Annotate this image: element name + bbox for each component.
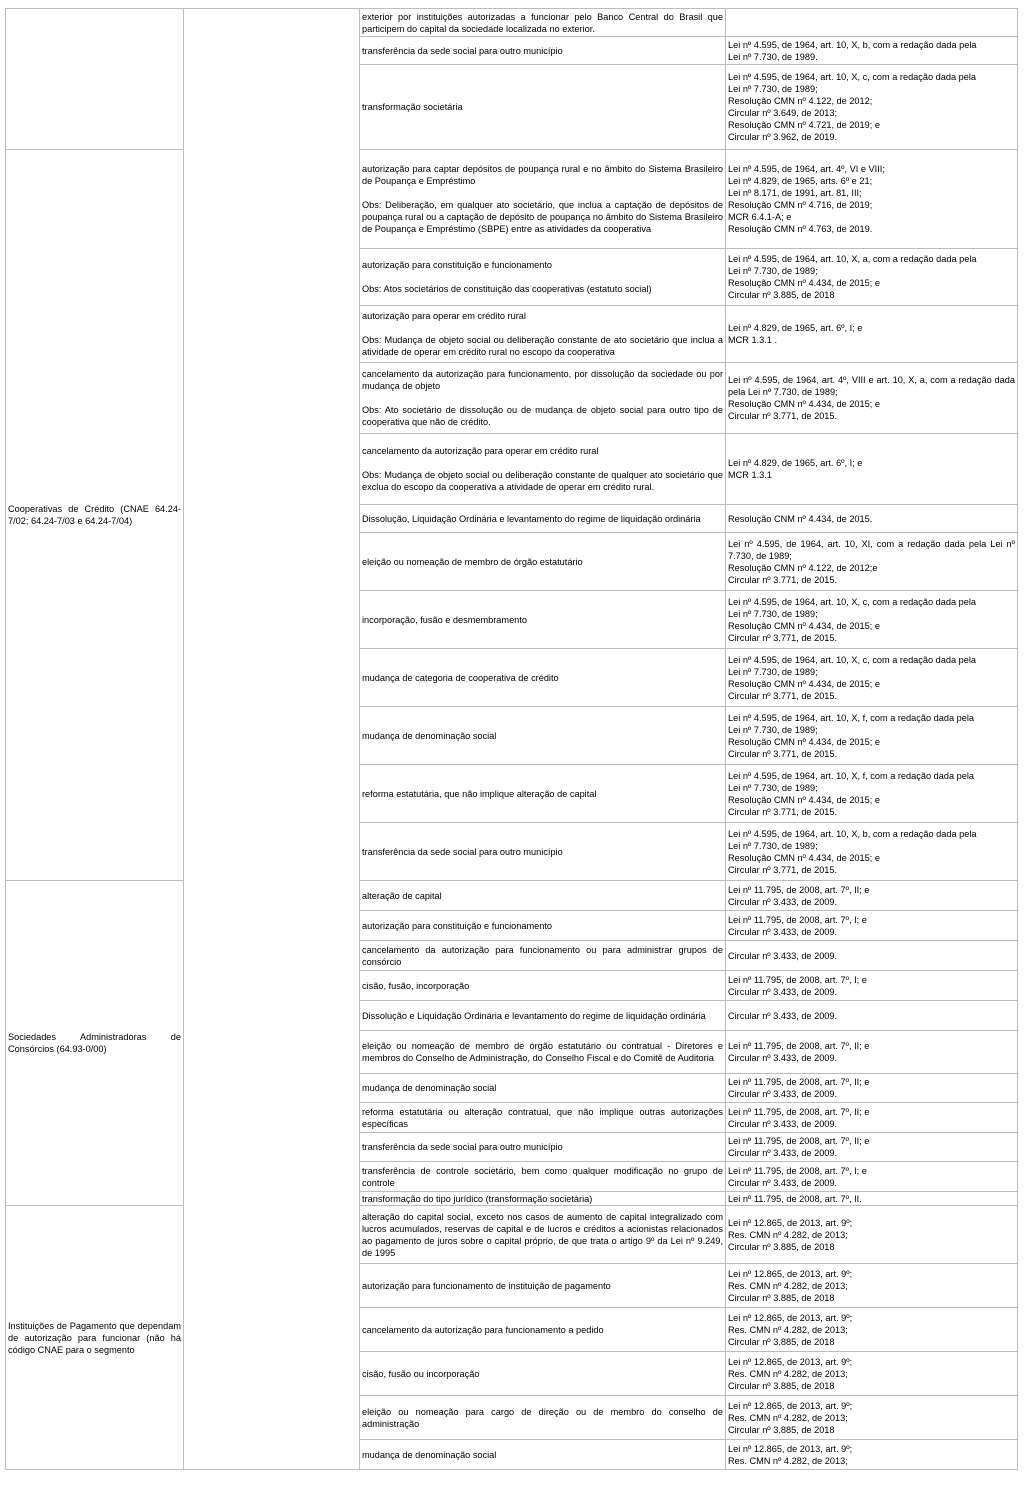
- legal-basis-cell: [726, 65, 1018, 150]
- legal-reference: Res. CMN nº 4.282, de 2013;: [728, 1229, 848, 1240]
- legal-basis-cell: [726, 150, 1018, 249]
- legal-basis-cell: [726, 911, 1018, 941]
- legal-reference: Circular nº 3.885, de 2018: [728, 1424, 835, 1435]
- legal-basis-cell: [726, 306, 1018, 363]
- legal-reference: Lei nº 12.865, de 2013, art. 9º;: [728, 1312, 853, 1323]
- table-row: [6, 9, 1018, 37]
- act-text: mudança de denominação social: [362, 1449, 497, 1460]
- legal-reference: Lei nº 11.795, de 2008, art. 7º, II.: [728, 1193, 862, 1204]
- act-cell: [360, 1396, 726, 1440]
- legal-reference: Lei nº 4.595, de 1964, art. 10, X, b, com a redação dada pela: [728, 828, 977, 839]
- legal-reference: Circular nº 3.433, de 2009.: [728, 1089, 838, 1099]
- act-text: [362, 271, 723, 283]
- legal-basis-cell: [726, 9, 1018, 37]
- legal-reference: Res. CMN nº 4.282, de 2013;: [728, 1324, 848, 1335]
- act-cell: [360, 1031, 726, 1074]
- legal-basis-cell: [726, 649, 1018, 707]
- legal-reference: Circular nº 3.885, de 2018: [728, 290, 835, 300]
- act-cell: [360, 1352, 726, 1396]
- legal-basis-cell: [726, 533, 1018, 591]
- act-cell: [360, 707, 726, 765]
- act-text: reforma estatutária, que não implique alteração de capital: [362, 788, 597, 799]
- legal-reference: Resolução CMN nº 4.721, de 2019; e: [728, 120, 880, 130]
- legal-reference: Circular nº 3.433, de 2009.: [728, 896, 838, 907]
- legal-basis-cell: [726, 1103, 1018, 1133]
- legal-reference: Lei nº 11.795, de 2008, art. 7º, II; e: [728, 884, 870, 895]
- legal-reference: Lei nº 4.595, de 1964, art. 10, X, f, com a redação dada pela: [728, 770, 974, 781]
- legal-reference: Lei nº 7.730, de 1989;: [728, 782, 818, 793]
- legal-reference: Lei nº 8.171, de 1991, art. 81, III;: [728, 188, 862, 198]
- legal-reference: Lei nº 4.829, de 1965, art. 6º, I; e: [728, 323, 863, 333]
- act-text: cancelamento da autorização para operar em crédito rural: [362, 446, 599, 456]
- legal-reference: Lei nº 7.730, de 1989;: [728, 840, 818, 851]
- table-row: [6, 1206, 1018, 1264]
- legal-reference: Lei nº 11.795, de 2008, art. 7º, I; e: [728, 914, 867, 925]
- act-text: autorização para funcionamento de instituição de pagamento: [362, 1280, 611, 1291]
- act-text: reforma estatutária ou alteração contratual, que não implique outras autorizações específicas: [362, 1106, 723, 1129]
- act-cell: [360, 1133, 726, 1162]
- legal-reference: Resolução CMN nº 4.434, de 2015; e: [728, 736, 880, 747]
- legal-reference: Res. CMN nº 4.282, de 2013;: [728, 1368, 848, 1379]
- legal-reference: Resolução CMN nº 4.122, de 2012;e: [728, 562, 878, 573]
- legal-basis-cell: [726, 765, 1018, 823]
- legal-reference: Circular nº 3.771, de 2015.: [728, 806, 838, 817]
- act-cell: [360, 1074, 726, 1103]
- legal-reference: Res. CMN nº 4.282, de 2013;: [728, 1455, 848, 1466]
- act-cell: [360, 150, 726, 249]
- act-text: Dissolução e Liquidação Ordinária e levantamento do regime de liquidação ordinária: [362, 1010, 706, 1021]
- legal-reference: Resolução CMN nº 4.763, de 2019.: [728, 224, 873, 234]
- legal-basis-cell: [726, 1031, 1018, 1074]
- act-text: cancelamento da autorização para funcionamento, por dissolução da sociedade ou por mudança de objeto: [362, 369, 723, 391]
- legal-basis-cell: [726, 1133, 1018, 1162]
- table-row: [6, 881, 1018, 911]
- act-text: [362, 392, 723, 404]
- legal-basis-cell: [726, 881, 1018, 911]
- legal-basis-cell: [726, 941, 1018, 971]
- legal-reference: Circular nº 3.962, de 2019.: [728, 132, 838, 142]
- legal-reference: Circular nº 3.771, de 2015.: [728, 748, 838, 759]
- legal-reference: Lei nº 12.865, de 2013, art. 9º;: [728, 1443, 853, 1454]
- legal-reference: Circular nº 3.649, de 2013;: [728, 108, 838, 118]
- act-cell: [360, 1103, 726, 1133]
- legal-reference: Lei nº 4.829, de 1965, art. 6º, I; e: [728, 458, 863, 468]
- legal-basis-cell: [726, 1396, 1018, 1440]
- act-text: cisão, fusão ou incorporação: [362, 1368, 480, 1379]
- legal-reference: Circular nº 3.771, de 2015.: [728, 411, 838, 421]
- legal-basis-cell: [726, 363, 1018, 434]
- legal-reference: Resolução CNM nº 4.434, de 2015.: [728, 513, 873, 524]
- act-text: eleição ou nomeação de membro de órgão estatutário: [362, 556, 583, 567]
- legal-reference: Lei nº 11.795, de 2008, art. 7º, II; e: [728, 1041, 870, 1051]
- legal-reference: Lei nº 4.595, de 1964, art. 10, X, b, com a redação dada pela: [728, 39, 977, 50]
- act-text: alteração de capital: [362, 890, 442, 901]
- legal-basis-cell: [726, 1308, 1018, 1352]
- act-cell: [360, 37, 726, 65]
- act-cell: [360, 249, 726, 306]
- legal-reference: Circular nº 3.433, de 2009.: [728, 986, 838, 997]
- legal-reference: Lei nº 4.595, de 1964, art. 4º, VIII e art. 10, X, a, com a redação dada pela Lei nº 7.730, de 1989;: [728, 375, 1015, 397]
- act-text: mudança de denominação social: [362, 730, 497, 741]
- empty-column-cell: [184, 9, 360, 1470]
- legal-reference: Lei nº 12.865, de 2013, art. 9º;: [728, 1268, 853, 1279]
- legal-reference: Circular nº 3.771, de 2015.: [728, 574, 838, 585]
- legal-reference: Lei nº 4.595, de 1964, art. 10, X, c, com a redação dada pela: [728, 72, 977, 82]
- category-cell: [6, 881, 184, 1206]
- act-cell: [360, 9, 726, 37]
- act-text: cancelamento da autorização para funcionamento ou para administrar grupos de consórcio: [362, 944, 723, 967]
- act-cell: [360, 911, 726, 941]
- act-cell: [360, 363, 726, 434]
- act-text: eleição ou nomeação para cargo de direção ou de membro do conselho de administração: [362, 1406, 723, 1429]
- legal-reference: Lei nº 7.730, de 1989;: [728, 84, 818, 94]
- legal-reference: Resolução CMN nº 4.434, de 2015; e: [728, 852, 880, 863]
- legal-reference: MCR 1.3.1: [728, 470, 772, 480]
- act-cell: [360, 1162, 726, 1192]
- act-text: cancelamento da autorização para funcionamento a pedido: [362, 1324, 604, 1335]
- legal-reference: Lei nº 4.595, de 1964, art. 4º, VI e VIII;: [728, 164, 885, 174]
- act-text: autorização para constituição e funcionamento: [362, 920, 552, 931]
- legal-basis-cell: [726, 1440, 1018, 1470]
- legal-reference: MCR 6.4.1-A; e: [728, 212, 792, 222]
- legal-reference: Resolução CMN nº 4.434, de 2015; e: [728, 399, 880, 409]
- legal-basis-cell: [726, 1264, 1018, 1308]
- act-cell: [360, 1001, 726, 1031]
- act-text: [362, 187, 723, 199]
- legal-reference: Circular nº 3.885, de 2018: [728, 1292, 835, 1303]
- legal-reference: Lei nº 12.865, de 2013, art. 9º;: [728, 1217, 853, 1228]
- legal-reference: Circular nº 3.433, de 2009.: [728, 1148, 838, 1158]
- legal-reference: Circular nº 3.433, de 2009.: [728, 926, 838, 937]
- act-text: [362, 322, 723, 334]
- legal-basis-cell: [726, 1074, 1018, 1103]
- legal-basis-cell: [726, 505, 1018, 533]
- legal-reference: Lei nº 11.795, de 2008, art. 7º, II; e: [728, 1106, 870, 1117]
- legal-reference: Lei nº 4.829, de 1965, arts. 6º e 21;: [728, 176, 873, 186]
- act-text: transferência da sede social para outro município: [362, 846, 563, 857]
- act-text: autorização para operar em crédito rural: [362, 311, 526, 321]
- act-text: transformação do tipo jurídico (transformação societária): [362, 1193, 593, 1204]
- act-text: transferência de controle societário, bem como qualquer modificação no grupo de controle: [362, 1165, 723, 1188]
- act-cell: [360, 649, 726, 707]
- act-cell: [360, 306, 726, 363]
- legal-reference: Res. CMN nº 4.282, de 2013;: [728, 1280, 848, 1291]
- legal-reference: Lei nº 7.730, de 1989;: [728, 666, 818, 677]
- legal-reference: Lei nº 7.730, de 1989.: [728, 51, 818, 62]
- legal-reference: Lei nº 11.795, de 2008, art. 7º, II; e: [728, 1136, 870, 1146]
- legal-reference: Lei nº 4.595, de 1964, art. 10, X, c, com a redação dada pela: [728, 654, 977, 665]
- legal-basis-cell: [726, 37, 1018, 65]
- act-text: Obs: Ato societário de dissolução ou de mudança de objeto social para outro tipo de cooperativa que não de crédito.: [362, 405, 723, 427]
- legal-basis-cell: [726, 823, 1018, 881]
- legal-reference: Circular nº 3.885, de 2018: [728, 1241, 835, 1252]
- act-cell: [360, 533, 726, 591]
- legal-basis-cell: [726, 1206, 1018, 1264]
- act-cell: [360, 591, 726, 649]
- act-text: mudança de categoria de cooperativa de crédito: [362, 672, 559, 683]
- act-cell: [360, 823, 726, 881]
- legal-basis-cell: [726, 591, 1018, 649]
- legal-basis-cell: [726, 1192, 1018, 1206]
- legal-reference: Resolução CMN nº 4.434, de 2015; e: [728, 678, 880, 689]
- act-text: Obs: Mudança de objeto social ou deliberação constante de ato societário que inclua a atividade de operar em crédito rural no escopo da cooperativa: [362, 335, 723, 357]
- legal-reference: Lei nº 4.595, de 1964, art. 10, X, f, com a redação dada pela: [728, 712, 974, 723]
- act-text: [362, 457, 723, 469]
- legal-reference: Lei nº 4.595, de 1964, art. 10, X, c, com a redação dada pela: [728, 596, 977, 607]
- act-text: Obs: Mudança de objeto social ou deliberação constante de qualquer ato societário que exclua do escopo da cooperativa a atividade de operar em crédito rural.: [362, 470, 723, 492]
- legal-reference: Resolução CMN nº 4.434, de 2015; e: [728, 620, 880, 631]
- regulation-table-body: [6, 9, 1018, 1470]
- act-text: eleição ou nomeação de membro de órgão estatutário ou contratual - Diretores e membros do Conselho de Administração, do Conselho Fiscal e do Comitê de Auditoria: [362, 1041, 723, 1063]
- legal-reference: Resolução CMN nº 4.122, de 2012;: [728, 96, 873, 106]
- legal-reference: Lei nº 4.595, de 1964, art. 10, XI, com a redação dada pela Lei nº 7.730, de 1989;: [728, 538, 1015, 561]
- category-cell: [6, 1206, 184, 1470]
- legal-reference: Circular nº 3.885, de 2018: [728, 1336, 835, 1347]
- act-text: Obs: Deliberação, em qualquer ato societário, que inclua a captação de depósitos de poupança rural ou a captação de depósito de poupança no âmbito do Sistema Brasileiro de Poupança e Empréstimo (SBPE) entre as atividades da cooperativa: [362, 200, 723, 234]
- category-label: Cooperativas de Crédito (CNAE 64.24-7/02; 64.24-7/03 e 64.24-7/04): [8, 504, 181, 526]
- legal-reference: Lei nº 7.730, de 1989;: [728, 724, 818, 735]
- legal-reference: Circular nº 3.771, de 2015.: [728, 690, 838, 701]
- act-text: incorporação, fusão e desmembramento: [362, 614, 527, 625]
- regulation-table: [5, 8, 1018, 1470]
- act-text: Obs: Atos societários de constituição das cooperativas (estatuto social): [362, 284, 652, 294]
- legal-reference: Circular nº 3.771, de 2015.: [728, 632, 838, 643]
- act-text: transferência da sede social para outro município: [362, 45, 563, 56]
- act-cell: [360, 941, 726, 971]
- act-cell: [360, 881, 726, 911]
- legal-basis-cell: [726, 434, 1018, 505]
- legal-reference: Resolução CMN nº 4.716, de 2019;: [728, 200, 873, 210]
- legal-basis-cell: [726, 971, 1018, 1001]
- legal-reference: Res. CMN nº 4.282, de 2013;: [728, 1412, 848, 1423]
- legal-reference: Resolução CMN nº 4.434, de 2015; e: [728, 278, 880, 288]
- legal-reference: Lei nº 11.795, de 2008, art. 7º, I; e: [728, 974, 867, 985]
- legal-reference: Lei nº 12.865, de 2013, art. 9º;: [728, 1356, 853, 1367]
- act-cell: [360, 1206, 726, 1264]
- act-text: autorização para constituição e funcionamento: [362, 260, 552, 270]
- act-cell: [360, 971, 726, 1001]
- act-text: cisão, fusão, incorporação: [362, 980, 470, 991]
- legal-reference: Circular nº 3.885, de 2018: [728, 1380, 835, 1391]
- legal-reference: Lei nº 7.730, de 1989;: [728, 608, 818, 619]
- legal-reference: Circular nº 3.433, de 2009.: [728, 1118, 838, 1129]
- category-label: Instituições de Pagamento que dependam de autorização para funcionar (não há código CNAE para o segmento: [8, 1320, 181, 1355]
- legal-basis-cell: [726, 1352, 1018, 1396]
- act-text: exterior por instituições autorizadas a funcionar pelo Banco Central do Brasil que participem do capital da sociedade localizada no exterior.: [362, 11, 723, 34]
- legal-reference: Lei nº 11.795, de 2008, art. 7º, I; e: [728, 1165, 867, 1176]
- legal-reference: Lei nº 12.865, de 2013, art. 9º;: [728, 1400, 853, 1411]
- act-cell: [360, 1192, 726, 1206]
- category-cell: [6, 9, 184, 150]
- act-cell: [360, 1308, 726, 1352]
- legal-reference: MCR 1.3.1 .: [728, 335, 778, 345]
- legal-basis-cell: [726, 1162, 1018, 1192]
- legal-reference: Lei nº 11.795, de 2008, art. 7º, II; e: [728, 1077, 870, 1087]
- legal-reference: Lei nº 4.595, de 1964, art. 10, X, a, com a redação dada pela: [728, 254, 977, 264]
- act-cell: [360, 1264, 726, 1308]
- legal-reference: Lei nº 7.730, de 1989;: [728, 266, 818, 276]
- category-cell: [6, 150, 184, 881]
- legal-reference: Circular nº 3.433, de 2009.: [728, 1010, 838, 1021]
- act-text: transferência da sede social para outro município: [362, 1142, 563, 1152]
- legal-reference: Circular nº 3.433, de 2009.: [728, 1053, 838, 1063]
- act-text: transformação societária: [362, 102, 463, 112]
- category-label: Sociedades Administradoras de Consórcios (64.93-0/00): [8, 1032, 181, 1054]
- legal-reference: Circular nº 3.433, de 2009.: [728, 950, 838, 961]
- act-cell: [360, 65, 726, 150]
- legal-reference: Circular nº 3.771, de 2015.: [728, 864, 838, 875]
- legal-basis-cell: [726, 707, 1018, 765]
- act-cell: [360, 765, 726, 823]
- act-text: mudança de denominação social: [362, 1083, 497, 1093]
- act-text: Dissolução, Liquidação Ordinária e levantamento do regime de liquidação ordinária: [362, 513, 701, 524]
- act-text: alteração do capital social, exceto nos casos de aumento de capital integralizado com lucros acumulados, reservas de capital e de lucros e créditos a acionistas relacionados ao pagamento de juros sobre o capital próprio, de que trata o artigo 9º da Lei nº 9.249, de 1995: [362, 1211, 723, 1258]
- act-text: autorização para captar depósitos de poupança rural e no âmbito do Sistema Brasileiro de Poupança e Empréstimo: [362, 164, 723, 186]
- legal-reference: Circular nº 3.433, de 2009.: [728, 1177, 838, 1188]
- legal-basis-cell: [726, 249, 1018, 306]
- act-cell: [360, 434, 726, 505]
- legal-basis-cell: [726, 1001, 1018, 1031]
- table-row: [6, 150, 1018, 249]
- act-cell: [360, 1440, 726, 1470]
- legal-reference: Resolução CMN nº 4.434, de 2015; e: [728, 794, 880, 805]
- act-cell: [360, 505, 726, 533]
